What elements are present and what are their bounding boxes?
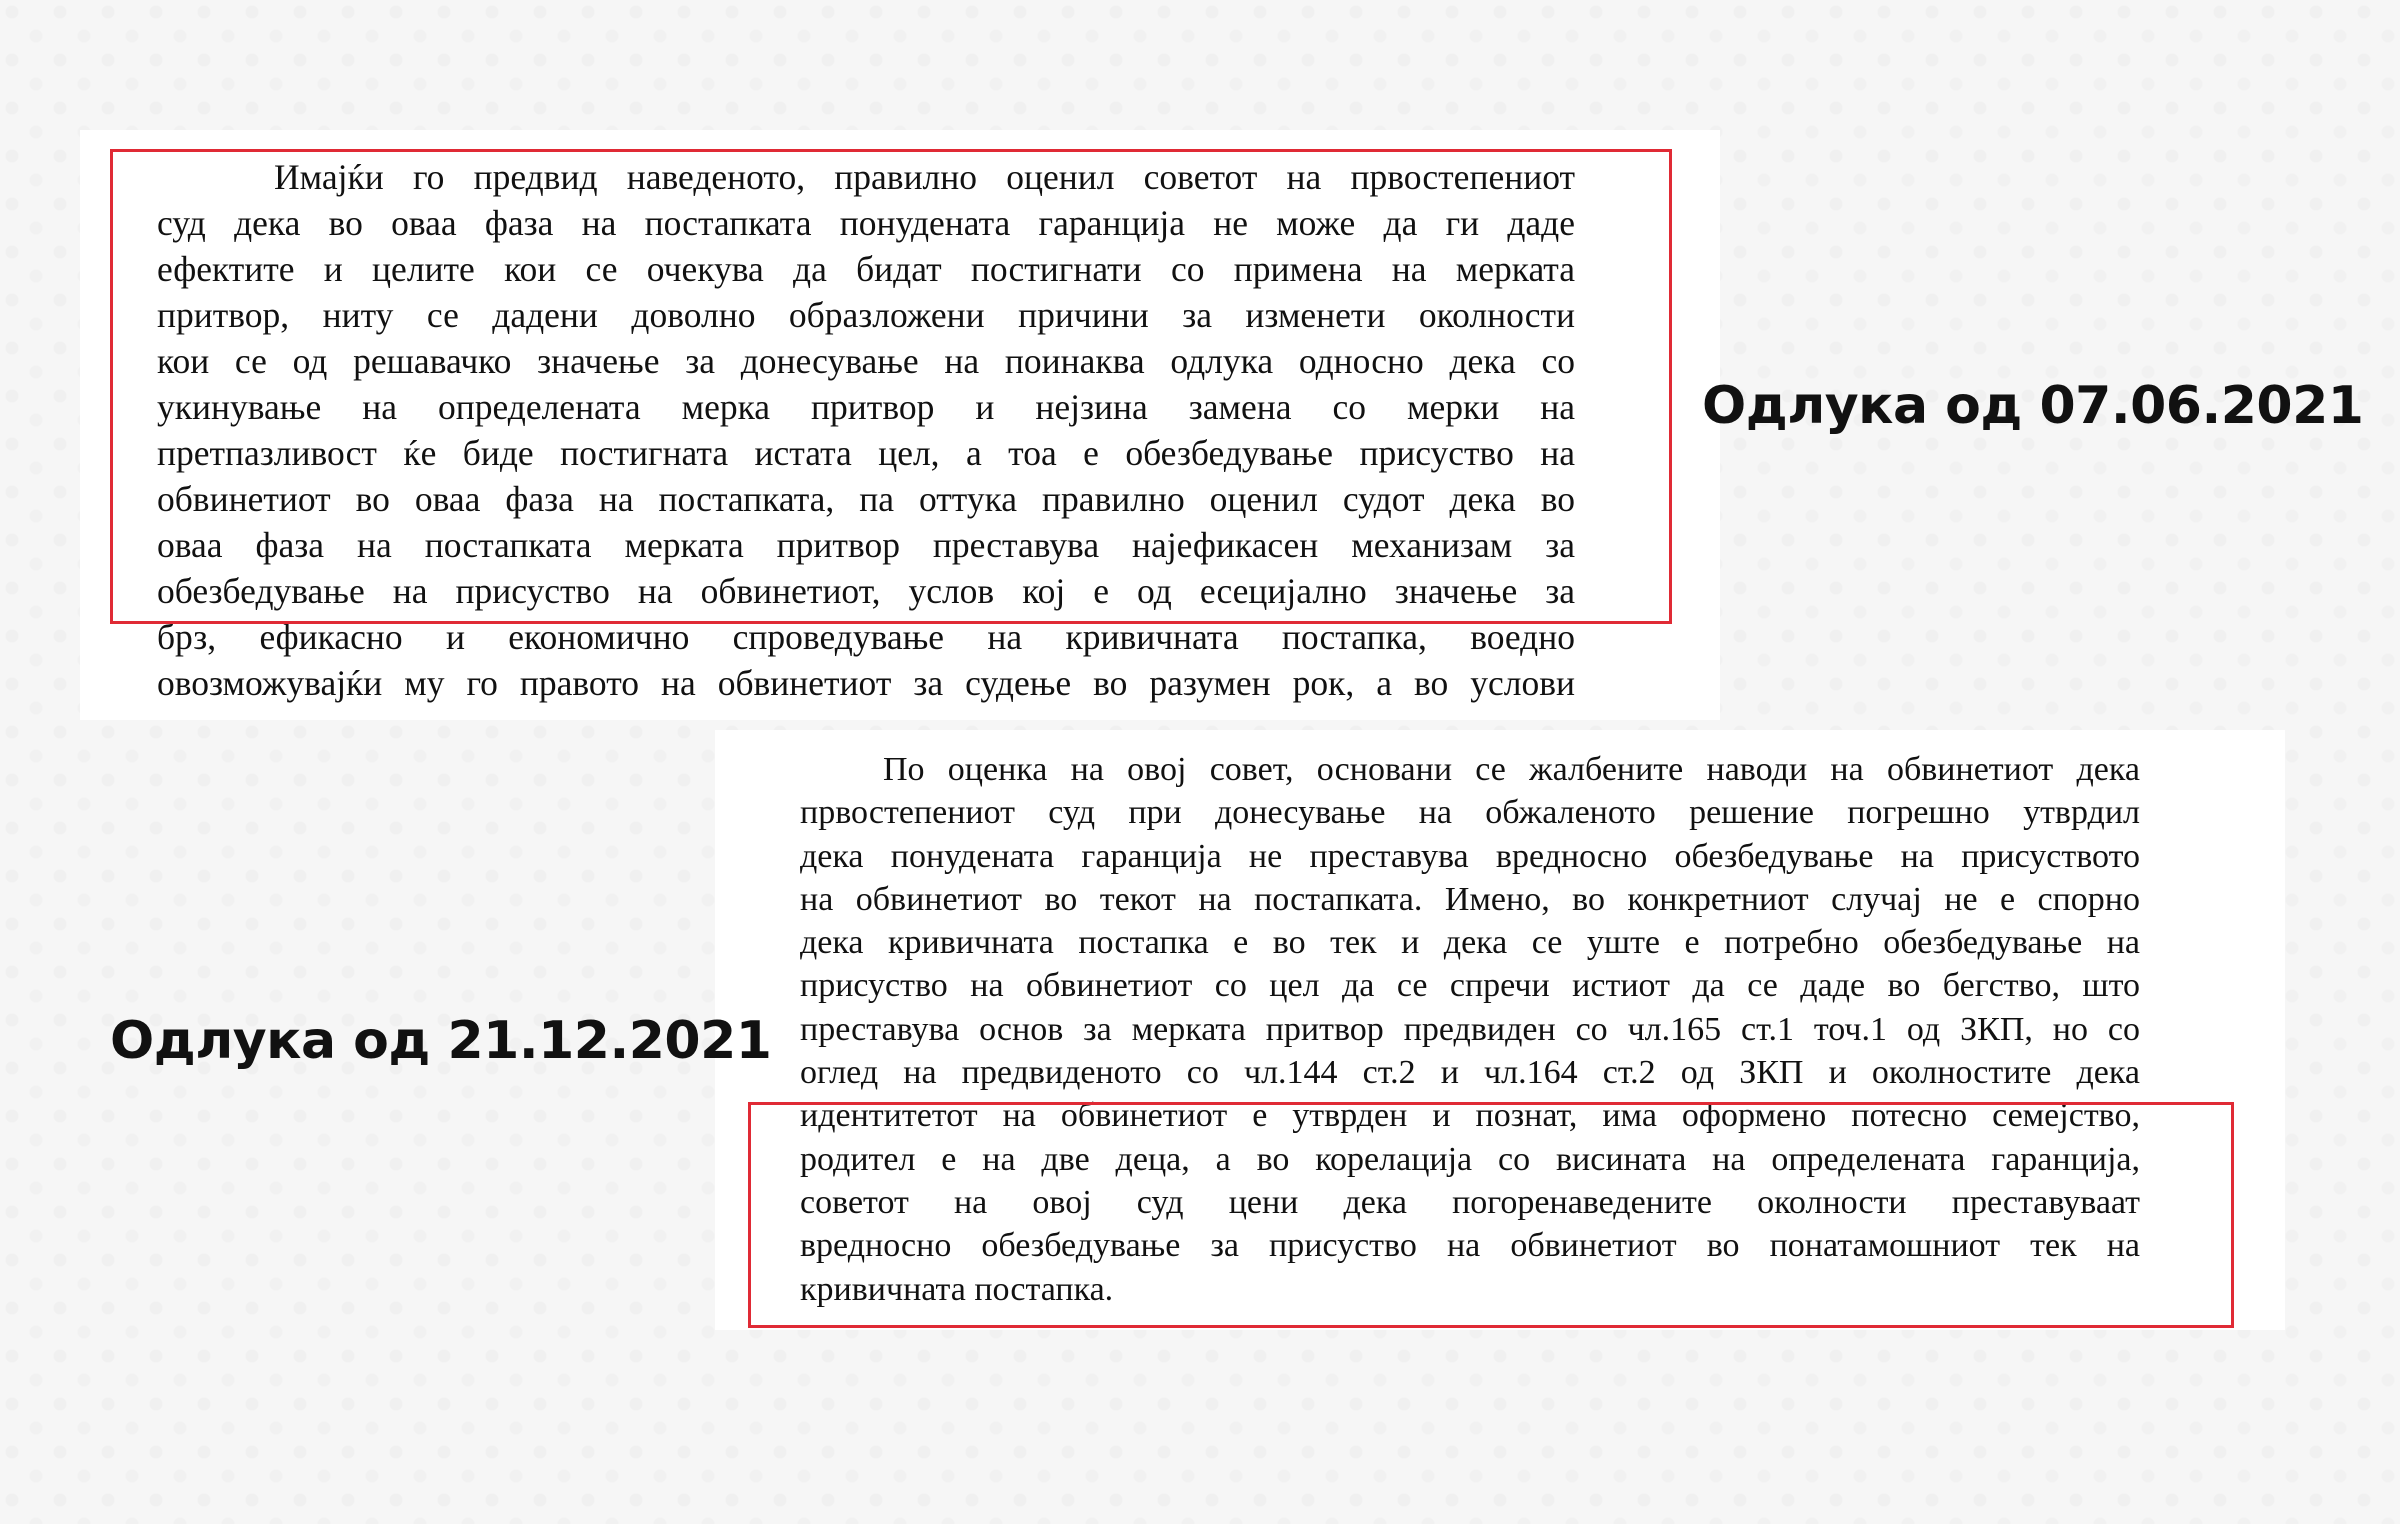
excerpt-top-line: Имајќи го предвид наведеното, правилно оценил советот на првостепениот xyxy=(274,157,1575,197)
excerpt-bottom-line: советот на овој суд цени дека погоренаведените околности преставуваат xyxy=(800,1183,2140,1221)
excerpt-top-line: претпазливост ќе биде постигната истата цел, а тоа е обезбедување присуство на xyxy=(157,433,1575,473)
caption-top: Одлука од 07.06.2021 xyxy=(1702,376,2364,436)
excerpt-bottom-line: родител е на две деца, а во корелација со висината на определената гаранција, xyxy=(800,1140,2140,1178)
excerpt-bottom-line: кривичната постапка. xyxy=(800,1270,1114,1308)
excerpt-top-line: обвинетиот во оваа фаза на постапката, па оттука правилно оценил судот дека во xyxy=(157,479,1575,519)
excerpt-bottom-line: присуство на обвинетиот со цел да се спречи истиот да се даде во бегство, што xyxy=(800,967,2140,1005)
excerpt-bottom-line: идентитетот на обвинетиот е утврден и познат, има оформено потесно семејство, xyxy=(800,1097,2140,1135)
excerpt-top-line: овозможувајќи му го правото на обвинетиот за судење во разумен рок, а во услови xyxy=(157,663,1575,703)
excerpt-bottom xyxy=(800,748,2140,1311)
excerpt-bottom-line: на обвинетиот во текот на постапката. Имено, во конкретниот случај не е спорно xyxy=(800,880,2140,918)
excerpt-top-line: кои се од решавачко значење за донесување на поинаква одлука односно дека со xyxy=(157,341,1575,381)
excerpt-bottom-line: преставува основ за мерката притвор предвиден со чл.165 ст.1 точ.1 од ЗКП, но со xyxy=(800,1010,2140,1048)
excerpt-bottom-line: првостепениот суд при донесување на обжаленото решение погрешно утврдил xyxy=(800,794,2140,832)
excerpt-top-line: укинување на определената мерка притвор и нејзина замена со мерки на xyxy=(157,387,1575,427)
excerpt-top-line: оваа фаза на постапката мерката притвор преставува најефикасен механизам за xyxy=(157,525,1575,565)
caption-bottom: Одлука од 21.12.2021 xyxy=(110,1011,772,1071)
excerpt-bottom-line: дека понудената гаранција не преставува вредносно обезбедување на присуството xyxy=(800,837,2140,875)
excerpt-bottom-line: По оценка на овој совет, основани се жалбените наводи на обвинетиот дека xyxy=(883,751,2140,788)
excerpt-bottom-line: дека кривичната постапка е во тек и дека се уште е потребно обезбедување на xyxy=(800,924,2140,962)
excerpt-top-line: обезбедување на присуство на обвинетиот, услов кој е од есецијално значење за xyxy=(157,571,1575,611)
excerpt-top-line: ефектите и целите кои се очекува да бидат постигнати со примена на мерката xyxy=(157,249,1575,289)
excerpt-bottom-line: вредносно обезбедување за присуство на обвинетиот во понатамошниот тек на xyxy=(800,1227,2140,1265)
excerpt-top-line: брз, ефикасно и економично спроведување на кривичната постапка, воедно xyxy=(157,617,1575,657)
excerpt-top-line: суд дека во оваа фаза на постапката понудената гаранција не може да ги даде xyxy=(157,203,1575,243)
excerpt-bottom-line: оглед на предвиденото со чл.144 ст.2 и чл.164 ст.2 од ЗКП и околностите дека xyxy=(800,1054,2140,1092)
excerpt-top-line: притвор, ниту се дадени доволно образложени причини за изменети околности xyxy=(157,295,1575,335)
excerpt-top xyxy=(157,154,1575,706)
